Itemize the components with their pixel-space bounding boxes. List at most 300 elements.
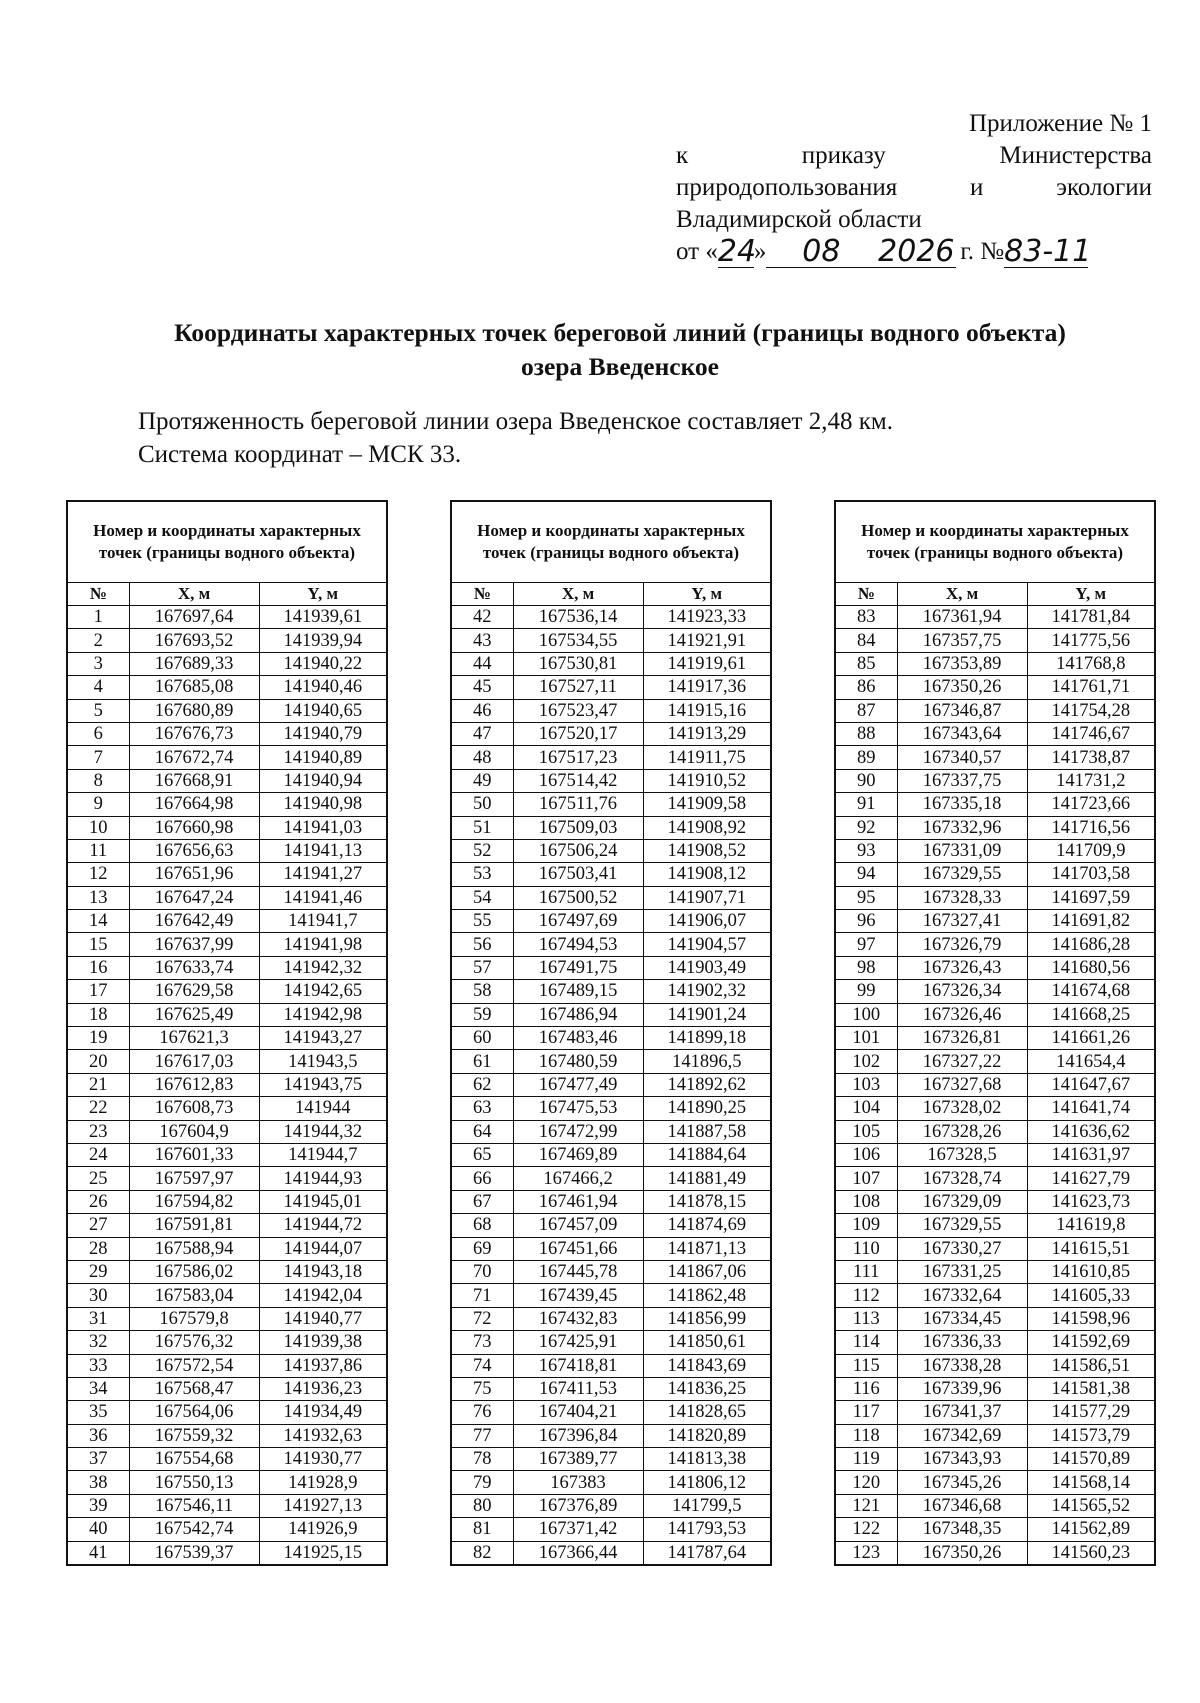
table-row [451,1494,771,1517]
table-row [451,1097,771,1120]
point-y: 141828,65 [643,1401,771,1424]
annex-line-ministry [676,172,1152,204]
column-header-num: № [451,583,513,606]
point-y: 141940,89 [259,746,387,769]
table-row [67,933,387,956]
table-row [835,1448,1155,1471]
point-x: 167328,33 [897,886,1027,909]
point-y: 141605,33 [1027,1284,1155,1307]
point-y: 141560,23 [1027,1541,1155,1565]
point-y: 141944,93 [259,1167,387,1190]
table-row [835,1494,1155,1517]
point-number: 77 [451,1424,513,1447]
point-x: 167489,15 [513,980,643,1003]
point-x: 167520,17 [513,722,643,745]
point-y: 141902,32 [643,980,771,1003]
point-number: 81 [451,1518,513,1541]
point-y: 141754,28 [1027,699,1155,722]
point-x: 167591,81 [129,1214,259,1237]
point-y: 141887,58 [643,1120,771,1143]
table-row [451,699,771,722]
point-number: 112 [835,1284,897,1307]
point-y: 141939,94 [259,629,387,652]
table-row [835,1307,1155,1330]
point-y: 141915,16 [643,699,771,722]
point-x: 167689,33 [129,652,259,675]
point-x: 167332,96 [897,816,1027,839]
table-row [451,910,771,933]
point-number: 91 [835,793,897,816]
coordinates-table-3 [834,500,1156,1566]
point-number: 106 [835,1143,897,1166]
table-row [67,1331,387,1354]
point-number: 23 [67,1120,129,1143]
annex-number: Приложение № 1 [968,110,1152,137]
point-y: 141654,4 [1027,1050,1155,1073]
table-row [835,863,1155,886]
point-x: 167327,41 [897,910,1027,933]
point-number: 49 [451,769,513,792]
point-x: 167509,03 [513,816,643,839]
point-number: 73 [451,1331,513,1354]
point-number: 75 [451,1377,513,1400]
point-y: 141926,9 [259,1518,387,1541]
table-row [67,816,387,839]
table-row [451,1050,771,1073]
point-x: 167546,11 [129,1494,259,1517]
point-number: 22 [67,1097,129,1120]
point-y: 141943,27 [259,1027,387,1050]
point-number: 59 [451,1003,513,1026]
point-x: 167348,35 [897,1518,1027,1541]
date-month: 08 [766,237,876,268]
point-number: 103 [835,1073,897,1096]
point-number: 28 [67,1237,129,1260]
point-x: 167366,44 [513,1541,643,1565]
point-x: 167483,46 [513,1027,643,1050]
table-row [67,863,387,886]
point-y: 141906,07 [643,910,771,933]
point-number: 117 [835,1401,897,1424]
point-y: 141892,62 [643,1073,771,1096]
point-y: 141940,22 [259,652,387,675]
point-y: 141641,74 [1027,1097,1155,1120]
point-y: 141936,23 [259,1377,387,1400]
point-x: 167411,53 [513,1377,643,1400]
point-number: 57 [451,956,513,979]
annex-word-ministry: Министерства [999,142,1152,169]
point-number: 66 [451,1167,513,1190]
point-number: 89 [835,746,897,769]
point-x: 167594,82 [129,1190,259,1213]
table-row [835,1190,1155,1213]
point-y: 141942,04 [259,1284,387,1307]
point-y: 141908,52 [643,839,771,862]
point-y: 141903,49 [643,956,771,979]
table-row [451,746,771,769]
point-number: 123 [835,1541,897,1565]
annex-word-ecology: экологии [1056,174,1152,201]
point-number: 19 [67,1027,129,1050]
column-header-num: № [835,583,897,606]
point-x: 167338,28 [897,1354,1027,1377]
point-x: 167550,13 [129,1471,259,1494]
table-row [67,886,387,909]
point-y: 141941,27 [259,863,387,886]
point-x: 167491,75 [513,956,643,979]
table-group-header: Номер и координаты характерных точек (границы водного объекта) [451,501,771,583]
point-number: 42 [451,606,513,629]
point-number: 84 [835,629,897,652]
point-number: 113 [835,1307,897,1330]
point-number: 121 [835,1494,897,1517]
intro-length: Протяженность береговой линии озера Введенское составляет 2,48 км. [138,408,893,435]
point-x: 167353,89 [897,652,1027,675]
point-x: 167494,53 [513,933,643,956]
table-column-header-row [451,583,771,606]
table-row [835,1471,1155,1494]
point-x: 167676,73 [129,722,259,745]
point-y: 141850,61 [643,1331,771,1354]
point-x: 167326,43 [897,956,1027,979]
point-number: 11 [67,839,129,862]
point-y: 141703,58 [1027,863,1155,886]
point-x: 167326,34 [897,980,1027,1003]
point-y: 141921,91 [643,629,771,652]
point-number: 111 [835,1260,897,1283]
table-row [451,629,771,652]
table-row [67,1448,387,1471]
point-number: 90 [835,769,897,792]
table-row [451,956,771,979]
table-column-header-row [835,583,1155,606]
point-x: 167357,75 [897,629,1027,652]
point-number: 95 [835,886,897,909]
date-suffix: г. № [960,238,1005,265]
point-number: 17 [67,980,129,1003]
table-row [451,606,771,629]
point-number: 30 [67,1284,129,1307]
point-number: 55 [451,910,513,933]
point-number: 10 [67,816,129,839]
point-number: 5 [67,699,129,722]
point-number: 109 [835,1214,897,1237]
intro-text [138,405,893,471]
point-number: 72 [451,1307,513,1330]
point-y: 141867,06 [643,1260,771,1283]
point-y: 141806,12 [643,1471,771,1494]
point-y: 141716,56 [1027,816,1155,839]
table-row [67,1377,387,1400]
point-y: 141680,56 [1027,956,1155,979]
point-x: 167542,74 [129,1518,259,1541]
point-number: 12 [67,863,129,886]
table-row [835,1401,1155,1424]
point-number: 47 [451,722,513,745]
point-x: 167568,47 [129,1377,259,1400]
annex-header [676,108,1152,268]
point-x: 167389,77 [513,1448,643,1471]
point-y: 141941,98 [259,933,387,956]
point-y: 141787,64 [643,1541,771,1565]
point-y: 141577,29 [1027,1401,1155,1424]
point-x: 167328,26 [897,1120,1027,1143]
table-row [67,1097,387,1120]
point-y: 141941,03 [259,816,387,839]
annex-line-order [676,140,1152,172]
point-x: 167345,26 [897,1471,1027,1494]
table-row [835,1260,1155,1283]
point-number: 87 [835,699,897,722]
point-x: 167361,94 [897,606,1027,629]
point-number: 26 [67,1190,129,1213]
point-number: 20 [67,1050,129,1073]
point-number: 80 [451,1494,513,1517]
point-y: 141910,52 [643,769,771,792]
table-row [835,606,1155,629]
point-y: 141932,63 [259,1424,387,1447]
point-x: 167621,3 [129,1027,259,1050]
table-row [67,1307,387,1330]
point-y: 141668,25 [1027,1003,1155,1026]
table-row [451,980,771,1003]
point-number: 53 [451,863,513,886]
column-header-y: Y, м [259,583,387,606]
point-y: 141909,58 [643,793,771,816]
table-row [451,1354,771,1377]
table-row [835,956,1155,979]
table-row [451,1003,771,1026]
table-row [835,886,1155,909]
table-row [67,1494,387,1517]
point-y: 141874,69 [643,1214,771,1237]
date-day: 24 [717,234,757,269]
point-y: 141940,98 [259,793,387,816]
point-number: 82 [451,1541,513,1565]
point-number: 52 [451,839,513,862]
table-row [451,1307,771,1330]
table-row [835,1331,1155,1354]
table-row [835,910,1155,933]
point-number: 36 [67,1424,129,1447]
point-number: 1 [67,606,129,629]
table-row [835,980,1155,1003]
document-title [100,316,1140,384]
point-y: 141942,98 [259,1003,387,1026]
point-y: 141856,99 [643,1307,771,1330]
point-number: 93 [835,839,897,862]
table-row [67,956,387,979]
point-number: 68 [451,1214,513,1237]
point-y: 141907,71 [643,886,771,909]
point-number: 71 [451,1284,513,1307]
point-y: 141799,5 [643,1494,771,1517]
point-x: 167564,06 [129,1401,259,1424]
point-x: 167685,08 [129,676,259,699]
point-number: 14 [67,910,129,933]
annex-region: Владимирской области [676,206,922,233]
point-x: 167334,45 [897,1307,1027,1330]
point-y: 141709,9 [1027,839,1155,862]
point-y: 141761,71 [1027,676,1155,699]
point-x: 167335,18 [897,793,1027,816]
point-x: 167629,58 [129,980,259,1003]
point-x: 167329,55 [897,863,1027,886]
table-row [835,652,1155,675]
intro-coord-system: Система координат – МСК 33. [138,441,462,468]
point-y: 141944,72 [259,1214,387,1237]
point-y: 141768,8 [1027,652,1155,675]
point-number: 40 [67,1518,129,1541]
point-y: 141940,79 [259,722,387,745]
point-number: 60 [451,1027,513,1050]
point-number: 16 [67,956,129,979]
point-y: 141943,18 [259,1260,387,1283]
point-number: 110 [835,1237,897,1260]
point-y: 141941,46 [259,886,387,909]
point-x: 167329,55 [897,1214,1027,1237]
point-y: 141647,67 [1027,1073,1155,1096]
point-number: 25 [67,1167,129,1190]
point-x: 167579,8 [129,1307,259,1330]
point-y: 141636,62 [1027,1120,1155,1143]
point-x: 167466,2 [513,1167,643,1190]
point-x: 167328,02 [897,1097,1027,1120]
point-number: 45 [451,676,513,699]
point-x: 167514,42 [513,769,643,792]
point-y: 141925,15 [259,1541,387,1565]
table-row [451,1518,771,1541]
point-x: 167497,69 [513,910,643,933]
point-x: 167511,76 [513,793,643,816]
table-row [451,1401,771,1424]
point-y: 141793,53 [643,1518,771,1541]
date-mid: » [753,238,767,265]
table-row [67,1237,387,1260]
point-x: 167612,83 [129,1073,259,1096]
table-row [451,1190,771,1213]
table-row [451,722,771,745]
point-x: 167583,04 [129,1284,259,1307]
point-y: 141941,7 [259,910,387,933]
point-y: 141944,7 [259,1143,387,1166]
point-y: 141911,75 [643,746,771,769]
point-x: 167697,64 [129,606,259,629]
point-x: 167680,89 [129,699,259,722]
point-y: 141928,9 [259,1471,387,1494]
point-x: 167523,47 [513,699,643,722]
annex-word-order: приказу [801,142,886,169]
point-x: 167445,78 [513,1260,643,1283]
table-row [835,769,1155,792]
point-number: 116 [835,1377,897,1400]
point-x: 167346,87 [897,699,1027,722]
table-row [451,863,771,886]
table-row [451,933,771,956]
annex-date-line [676,236,1152,268]
table-row [835,1214,1155,1237]
table-row [67,746,387,769]
point-x: 167637,99 [129,933,259,956]
table-row [67,1518,387,1541]
table-row [835,1424,1155,1447]
point-number: 62 [451,1073,513,1096]
point-x: 167326,81 [897,1027,1027,1050]
point-y: 141674,68 [1027,980,1155,1003]
point-y: 141697,59 [1027,886,1155,909]
point-x: 167693,52 [129,629,259,652]
point-number: 54 [451,886,513,909]
point-x: 167404,21 [513,1401,643,1424]
point-x: 167559,32 [129,1424,259,1447]
point-number: 122 [835,1518,897,1541]
point-x: 167604,9 [129,1120,259,1143]
point-x: 167672,74 [129,746,259,769]
table-row [835,933,1155,956]
table-row [67,1190,387,1213]
point-y: 141944,07 [259,1237,387,1260]
table-row [67,1214,387,1237]
table-row [835,1097,1155,1120]
point-number: 100 [835,1003,897,1026]
point-number: 102 [835,1050,897,1073]
table-row [67,1541,387,1565]
table-row [835,1050,1155,1073]
point-number: 64 [451,1120,513,1143]
table-row [67,1260,387,1283]
point-number: 76 [451,1401,513,1424]
table-row [67,652,387,675]
table-column-header-row [67,583,387,606]
point-number: 105 [835,1120,897,1143]
table-row [835,699,1155,722]
table-row [451,1120,771,1143]
point-number: 32 [67,1331,129,1354]
point-x: 167668,91 [129,769,259,792]
point-number: 118 [835,1424,897,1447]
table-row [835,839,1155,862]
table-row [451,839,771,862]
table-row [835,1541,1155,1565]
table-group-header: Номер и координаты характерных точек (границы водного объекта) [835,501,1155,583]
point-number: 74 [451,1354,513,1377]
point-number: 3 [67,652,129,675]
point-x: 167330,27 [897,1237,1027,1260]
point-x: 167342,69 [897,1424,1027,1447]
table-row [451,1167,771,1190]
point-y: 141592,69 [1027,1331,1155,1354]
point-x: 167477,49 [513,1073,643,1096]
point-y: 141940,65 [259,699,387,722]
point-number: 6 [67,722,129,745]
point-y: 141615,51 [1027,1237,1155,1260]
point-number: 33 [67,1354,129,1377]
table-row [67,910,387,933]
table-row [835,746,1155,769]
table-row [835,1003,1155,1026]
point-number: 48 [451,746,513,769]
table-row [67,1471,387,1494]
point-y: 141843,69 [643,1354,771,1377]
point-x: 167336,33 [897,1331,1027,1354]
table-row [835,722,1155,745]
point-y: 141738,87 [1027,746,1155,769]
point-y: 141942,65 [259,980,387,1003]
point-number: 78 [451,1448,513,1471]
point-x: 167327,68 [897,1073,1027,1096]
point-x: 167642,49 [129,910,259,933]
table-row [67,1354,387,1377]
